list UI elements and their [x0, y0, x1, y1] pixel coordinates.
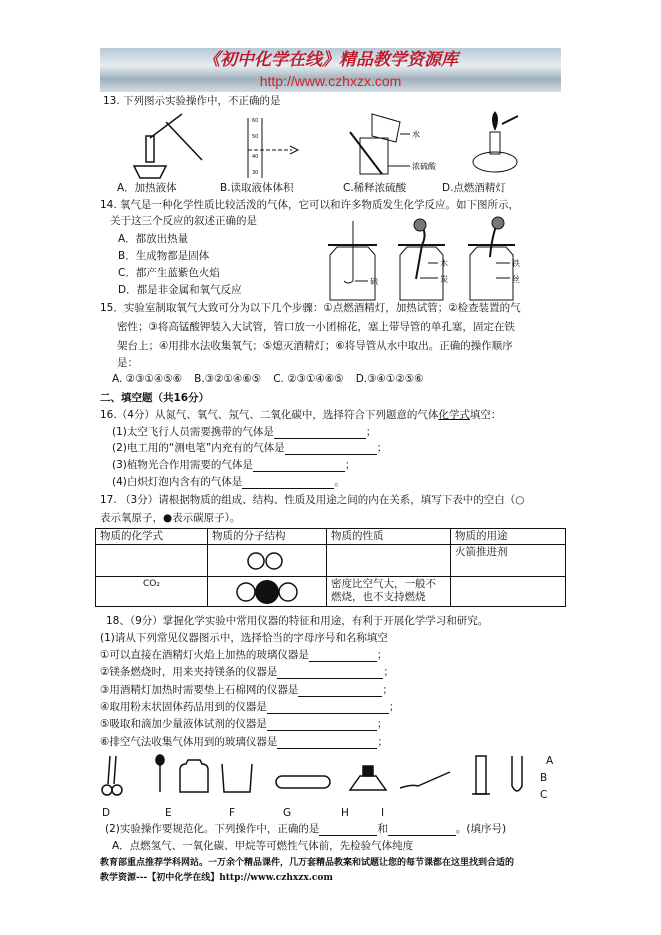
heat-liquid-figure	[134, 114, 202, 178]
answer-blank[interactable]	[253, 460, 345, 472]
q16-item-text: (2)电工用的“测电笔”内充有的气体是	[112, 442, 285, 454]
footer-line-1: 教育部重点推荐学科网站。一万余个精品课件，几万套精品教案和试题让您的每节课都在这里找到合适的	[100, 858, 515, 868]
punct: ；	[376, 442, 388, 454]
punct: ；	[365, 426, 377, 438]
q18-stem: 18、（9分）掌握化学实验中常用仪器的特征和用途，有利于开展化学学习和研究。	[106, 615, 489, 627]
q13-option-a: A．加热液体	[117, 182, 177, 194]
punct: ；	[344, 459, 356, 471]
q17-table	[95, 528, 566, 607]
instruments-figure	[100, 752, 540, 798]
answer-blank[interactable]	[319, 824, 377, 836]
q16-stem-underlined: 化学式	[438, 409, 470, 421]
wide-mouth-bottle-icon	[180, 760, 208, 792]
water-label: 水	[412, 130, 420, 139]
q16-stem-a: 16.（4分）从氮气、氧气、氖气、二氧化碳中，选择符合下列题意的气体	[100, 409, 439, 421]
banner-url[interactable]: http://www.czhxzx.com	[259, 73, 402, 89]
letter-i: I	[381, 807, 385, 819]
q18-item-3: ③用酒精灯加热时需要垫上石棉网的仪器是 ；	[100, 684, 393, 696]
answer-blank[interactable]	[277, 737, 377, 749]
q16-item-1	[112, 425, 376, 439]
site-banner	[100, 48, 561, 92]
table-row	[96, 577, 566, 607]
answer-blank[interactable]	[274, 427, 366, 439]
q15-options	[112, 372, 424, 386]
crucible-tongs-icon	[102, 756, 122, 795]
q16-item-3	[112, 458, 355, 472]
q14-option-c: C．都产生蓝紫色火焰	[118, 267, 220, 279]
answer-blank[interactable]	[277, 667, 383, 679]
answer-blank[interactable]	[309, 650, 377, 662]
q18-part2	[105, 822, 506, 836]
answer-blank[interactable]	[388, 824, 456, 836]
q15-option-a: A. ②③①④⑤⑥	[112, 373, 183, 385]
q18-item-1: ①可以直接在酒精灯火焰上加热的玻璃仪器是 ；	[100, 649, 388, 661]
q16-stem	[100, 408, 501, 422]
dilute-acid-figure	[350, 114, 410, 174]
q16-stem-b: 填空：	[469, 409, 502, 421]
part2-text: (2)实验操作要规范化。下列操作中，正确的是	[105, 823, 320, 835]
q14-option-d: D．都是非金属和氧气反应	[118, 284, 242, 296]
letter-a: A	[546, 755, 554, 767]
q16-item-text: (3)植物光合作用需要的气体是	[112, 459, 253, 471]
q17-line-1: 17. （3分）请根据物质的组成、结构、性质及用途之间的内在关系，填写下表中的空白（○	[100, 494, 525, 506]
property-cell[interactable]	[327, 545, 451, 577]
q14-stem-1: 14. 氧气是一种化学性质比较活泼的气体，它可以和许多物质发生化学反应。如下图所示，	[100, 199, 520, 211]
punct: 。	[334, 476, 345, 488]
header-cell: 物质的分子结构	[208, 529, 327, 545]
q13-figures	[100, 108, 560, 180]
part2-and: 和	[377, 823, 388, 835]
structure-cell	[208, 545, 327, 577]
answer-blank[interactable]	[242, 477, 334, 489]
letter-e: E	[165, 807, 172, 819]
q15-line-1: 15．实验室制取氧气大致可分为以下几个步骤：①点燃酒精灯，加热试管；②检查装置的气	[100, 302, 521, 314]
q18-item-2: ②镁条燃烧时，用来夹持镁条的仪器是 ；	[100, 666, 394, 678]
banner-title: 《初中化学在线》精品教学资源库	[203, 50, 458, 70]
q14-option-b: B．生成物都是固体	[118, 250, 210, 262]
header-cell: 物质的性质	[327, 529, 451, 545]
letter-d: D	[102, 807, 111, 819]
q13-stem: 13. 下列图示实验操作中，不正确的是	[103, 95, 281, 107]
q18-item-text: ①可以直接在酒精灯火焰上加热的玻璃仪器是	[100, 649, 309, 661]
q18-item-5: ⑤吸取和滴加少量液体试剂的仪器是 ；	[100, 718, 388, 730]
q18-part1: (1)请从下列常见仪器图示中，选择恰当的字母序号和名称填空	[100, 632, 388, 644]
letter-c: C	[540, 789, 548, 801]
q16-item-4	[112, 475, 345, 489]
answer-blank[interactable]	[285, 443, 377, 455]
iron-label-2: 丝	[512, 275, 520, 284]
q18-item-text: ②镁条燃烧时，用来夹持镁条的仪器是	[100, 666, 278, 678]
property-line: 燃烧，也不支持燃烧	[331, 591, 426, 603]
q18-item-text: ⑥排空气法收集气体用到的玻璃仪器是	[100, 736, 278, 748]
evaporating-dish-icon	[276, 776, 330, 788]
q14-jars-figure	[320, 215, 530, 305]
letter-b: B	[540, 772, 548, 784]
q15-line-4: 是：	[117, 357, 138, 369]
graduated-cylinder-icon	[472, 756, 490, 794]
cylinder-figure	[248, 118, 298, 178]
q18-item-text: ⑤吸取和滴加少量液体试剂的仪器是	[100, 718, 267, 730]
table-header-row	[96, 529, 566, 545]
acid-label: 浓硫酸	[412, 162, 436, 171]
use-cell[interactable]	[451, 577, 566, 607]
header-cell: 物质的化学式	[96, 529, 208, 545]
section-title: 二、填空题（共16分）	[100, 392, 210, 404]
q14-stem-2: 关于这三个反应的叙述正确的是	[110, 215, 257, 227]
q16-item-text: (1)太空飞行人员需要携带的气体是	[112, 426, 274, 438]
tick: 50	[252, 134, 259, 140]
q18-item-text: ④取用粉末状固体药品用到的仪器是	[100, 701, 267, 713]
q13-option-c: C.稀释浓硫酸	[343, 182, 407, 194]
q15-option-c: C. ②③①④⑥⑤	[273, 373, 344, 385]
structure-cell	[208, 577, 327, 607]
q18-option-a: A．点燃氢气、一氧化碳、甲烷等可燃性气体前，先检验气体纯度	[112, 840, 414, 852]
co2-molecule-icon	[234, 580, 300, 604]
part2-end: 。(填序号)	[455, 823, 507, 835]
q18-item-text: ③用酒精灯加热时需要垫上石棉网的仪器是	[100, 684, 299, 696]
q14-option-a: A．都放出热量	[118, 233, 189, 245]
q17-line-2: 表示氧原子，●表示碳原子）。	[100, 512, 241, 524]
letter-f: F	[229, 807, 236, 819]
q13-option-d: D.点燃酒精灯	[442, 182, 506, 194]
dropper-icon	[156, 755, 164, 792]
table-row	[96, 545, 566, 577]
answer-blank[interactable]	[298, 685, 382, 697]
alcohol-lamp-icon	[350, 766, 386, 790]
q15-option-d: D.③④①②⑤⑥	[355, 373, 424, 385]
o2-molecule-icon	[244, 551, 290, 571]
tick: 40	[252, 154, 259, 160]
test-tube-icon	[512, 756, 522, 791]
letter-h: H	[341, 807, 349, 819]
letter-g: G	[283, 807, 292, 819]
q16-item-text: (4)白炽灯泡内含有的气体是	[112, 476, 243, 488]
spoon-icon	[400, 772, 450, 788]
charcoal-label-1: 木	[440, 259, 448, 268]
q18-item-4: ④取用粉末状固体药品用到的仪器是 ；	[100, 701, 400, 713]
q18-item-6: ⑥排空气法收集气体用到的玻璃仪器是 ；	[100, 736, 388, 748]
header-cell: 物质的用途	[451, 529, 566, 545]
alcohol-lamp-figure	[473, 112, 518, 172]
tick: 60	[252, 118, 259, 124]
q16-item-2	[112, 441, 387, 455]
q15-line-3: 架台上；④用排水法收集氧气；⑤熄灭酒精灯；⑥将导管从水中取出。正确的操作顺序	[117, 340, 513, 352]
use-cell: 火箭推进剂	[451, 545, 566, 577]
property-line: 密度比空气大，一般不	[331, 578, 436, 590]
sulfur-label: 硫	[370, 277, 378, 286]
q15-line-2: 密性；③将高锰酸钾装入大试管，管口放一小团棉花，塞上带导管的单孔塞，固定在铁	[117, 321, 515, 333]
tick: 30	[252, 170, 259, 176]
footer-line-2[interactable]: 教学资源---【初中化学在线】http://www.czhxzx.com	[100, 873, 333, 883]
property-cell	[327, 577, 451, 607]
formula-cell: CO₂	[96, 577, 208, 607]
q15-option-b: B.③②①④⑥⑤	[194, 373, 262, 385]
iron-label-1: 铁	[512, 259, 520, 268]
answer-blank[interactable]	[267, 702, 389, 714]
formula-cell[interactable]	[96, 545, 208, 577]
charcoal-label-2: 炭	[440, 275, 448, 284]
beaker-icon	[222, 764, 252, 792]
answer-blank[interactable]	[267, 719, 377, 731]
q13-option-b: B.读取液体体积	[220, 182, 294, 194]
